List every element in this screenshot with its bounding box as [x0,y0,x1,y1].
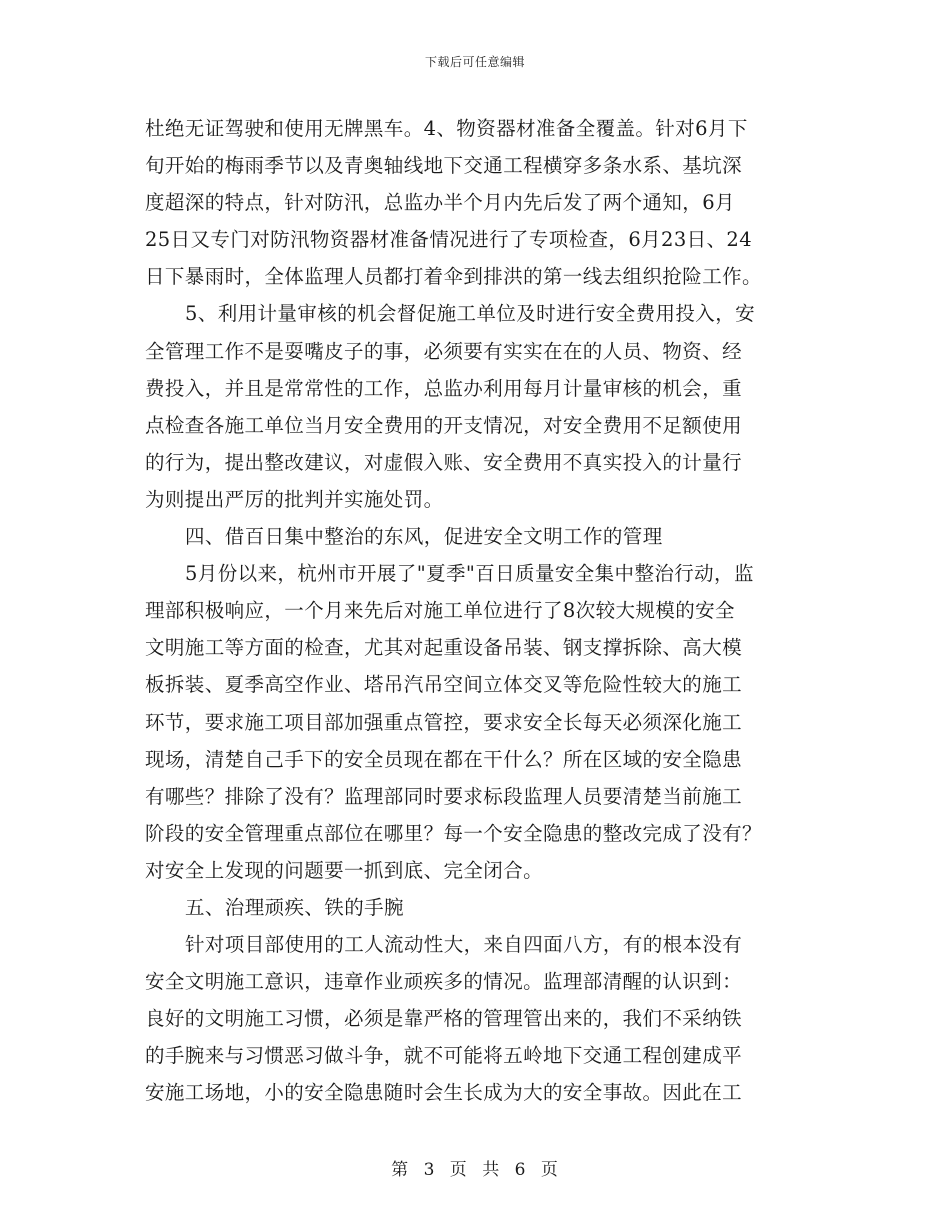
page-footer [0,1155,950,1180]
text-line: 现场，清楚自己手下的安全员现在都在干什么？所在区域的安全隐患 [145,747,743,771]
text-line: 杜绝无证驾驶和使用无牌黑车。4、物资器材准备全覆盖。针对6月下 [145,117,748,140]
text-line: 针对项目部使用的工人流动性大，来自四面八方，有的根本没有 [185,933,743,957]
text-line: 度超深的特点，针对防汛，总监办半个月内先后发了两个通知，6月 [145,191,735,215]
document-body [145,110,805,1112]
text-line: 环节，要求施工项目部加强重点管控，要求安全长每天必须深化施工 [145,710,743,734]
text-line: 5月份以来，杭州市开展了"夏季"百日质量安全集中整治行动，监 [185,562,754,586]
text-line: 良好的文明施工习惯，必须是靠严格的管理管出来的，我们不采纳铁 [145,1007,743,1031]
text-line: 的行为，提出整改建议，对虚假入账、安全费用不真实投入的计量行 [145,450,743,474]
footer-prefix: 第 [391,1160,410,1180]
text-line: 理部积极响应，一个月来先后对施工单位进行了8次较大规模的安全 [145,599,735,623]
footer-current-page: 3 [423,1160,436,1180]
text-line: 有哪些？排除了没有？监理部同时要求标段监理人员要清楚当前施工 [145,784,743,808]
text-line: 的手腕来与习惯恶习做斗争，就不可能将五岭地下交通工程创建成平 [145,1044,743,1068]
text-line: 25日又专门对防汛物资器材准备情况进行了专项检查，6月23日、24 [145,228,753,252]
page-header: 下载后可任意编辑 [424,55,525,69]
text-line: 文明施工等方面的检查，尤其对起重设备吊装、钢支撑拆除、高大模 [145,636,743,660]
text-line: 对安全上发现的问题要一抓到底、完全闭合。 [145,858,544,882]
text-line: 点检查各施工单位当月安全费用的开支情况，对安全费用不足额使用 [145,413,743,437]
text-line: 5、利用计量审核的机会督促施工单位及时进行安全费用投入，安 [185,302,756,326]
footer-page-label: 页 [449,1160,468,1180]
text-line: 安施工场地，小的安全隐患随时会生长成为大的安全事故。因此在工 [145,1081,743,1105]
text-line: 全管理工作不是耍嘴皮子的事，必须要有实实在在的人员、物资、经 [145,339,743,363]
text-line: 五、治理顽疾、铁的手腕 [185,895,404,919]
footer-suffix: 页 [540,1160,559,1180]
text-line: 日下暴雨时，全体监理人员都打着伞到排洪的第一线去组织抢险工作。 [145,265,762,289]
footer-total-pages: 6 [514,1160,527,1180]
text-line: 四、借百日集中整治的东风，促进安全文明工作的管理 [185,525,663,549]
footer-total-label: 共 [482,1160,501,1180]
text-line: 板拆装、夏季高空作业、塔吊汽吊空间立体交叉等危险性较大的施工 [145,673,743,697]
text-line: 安全文明施工意识，违章作业顽疾多的情况。监理部清醒的认识到： [145,970,743,994]
text-line: 阶段的安全管理重点部位在哪里？每一个安全隐患的整改完成了没有？ [145,821,762,845]
text-line: 旬开始的梅雨季节以及青奥轴线地下交通工程横穿多条水系、基坑深 [145,154,743,178]
text-line: 费投入，并且是常常性的工作，总监办利用每月计量审核的机会，重 [145,376,743,400]
text-line: 为则提出严厉的批判并实施处罚。 [145,487,444,511]
